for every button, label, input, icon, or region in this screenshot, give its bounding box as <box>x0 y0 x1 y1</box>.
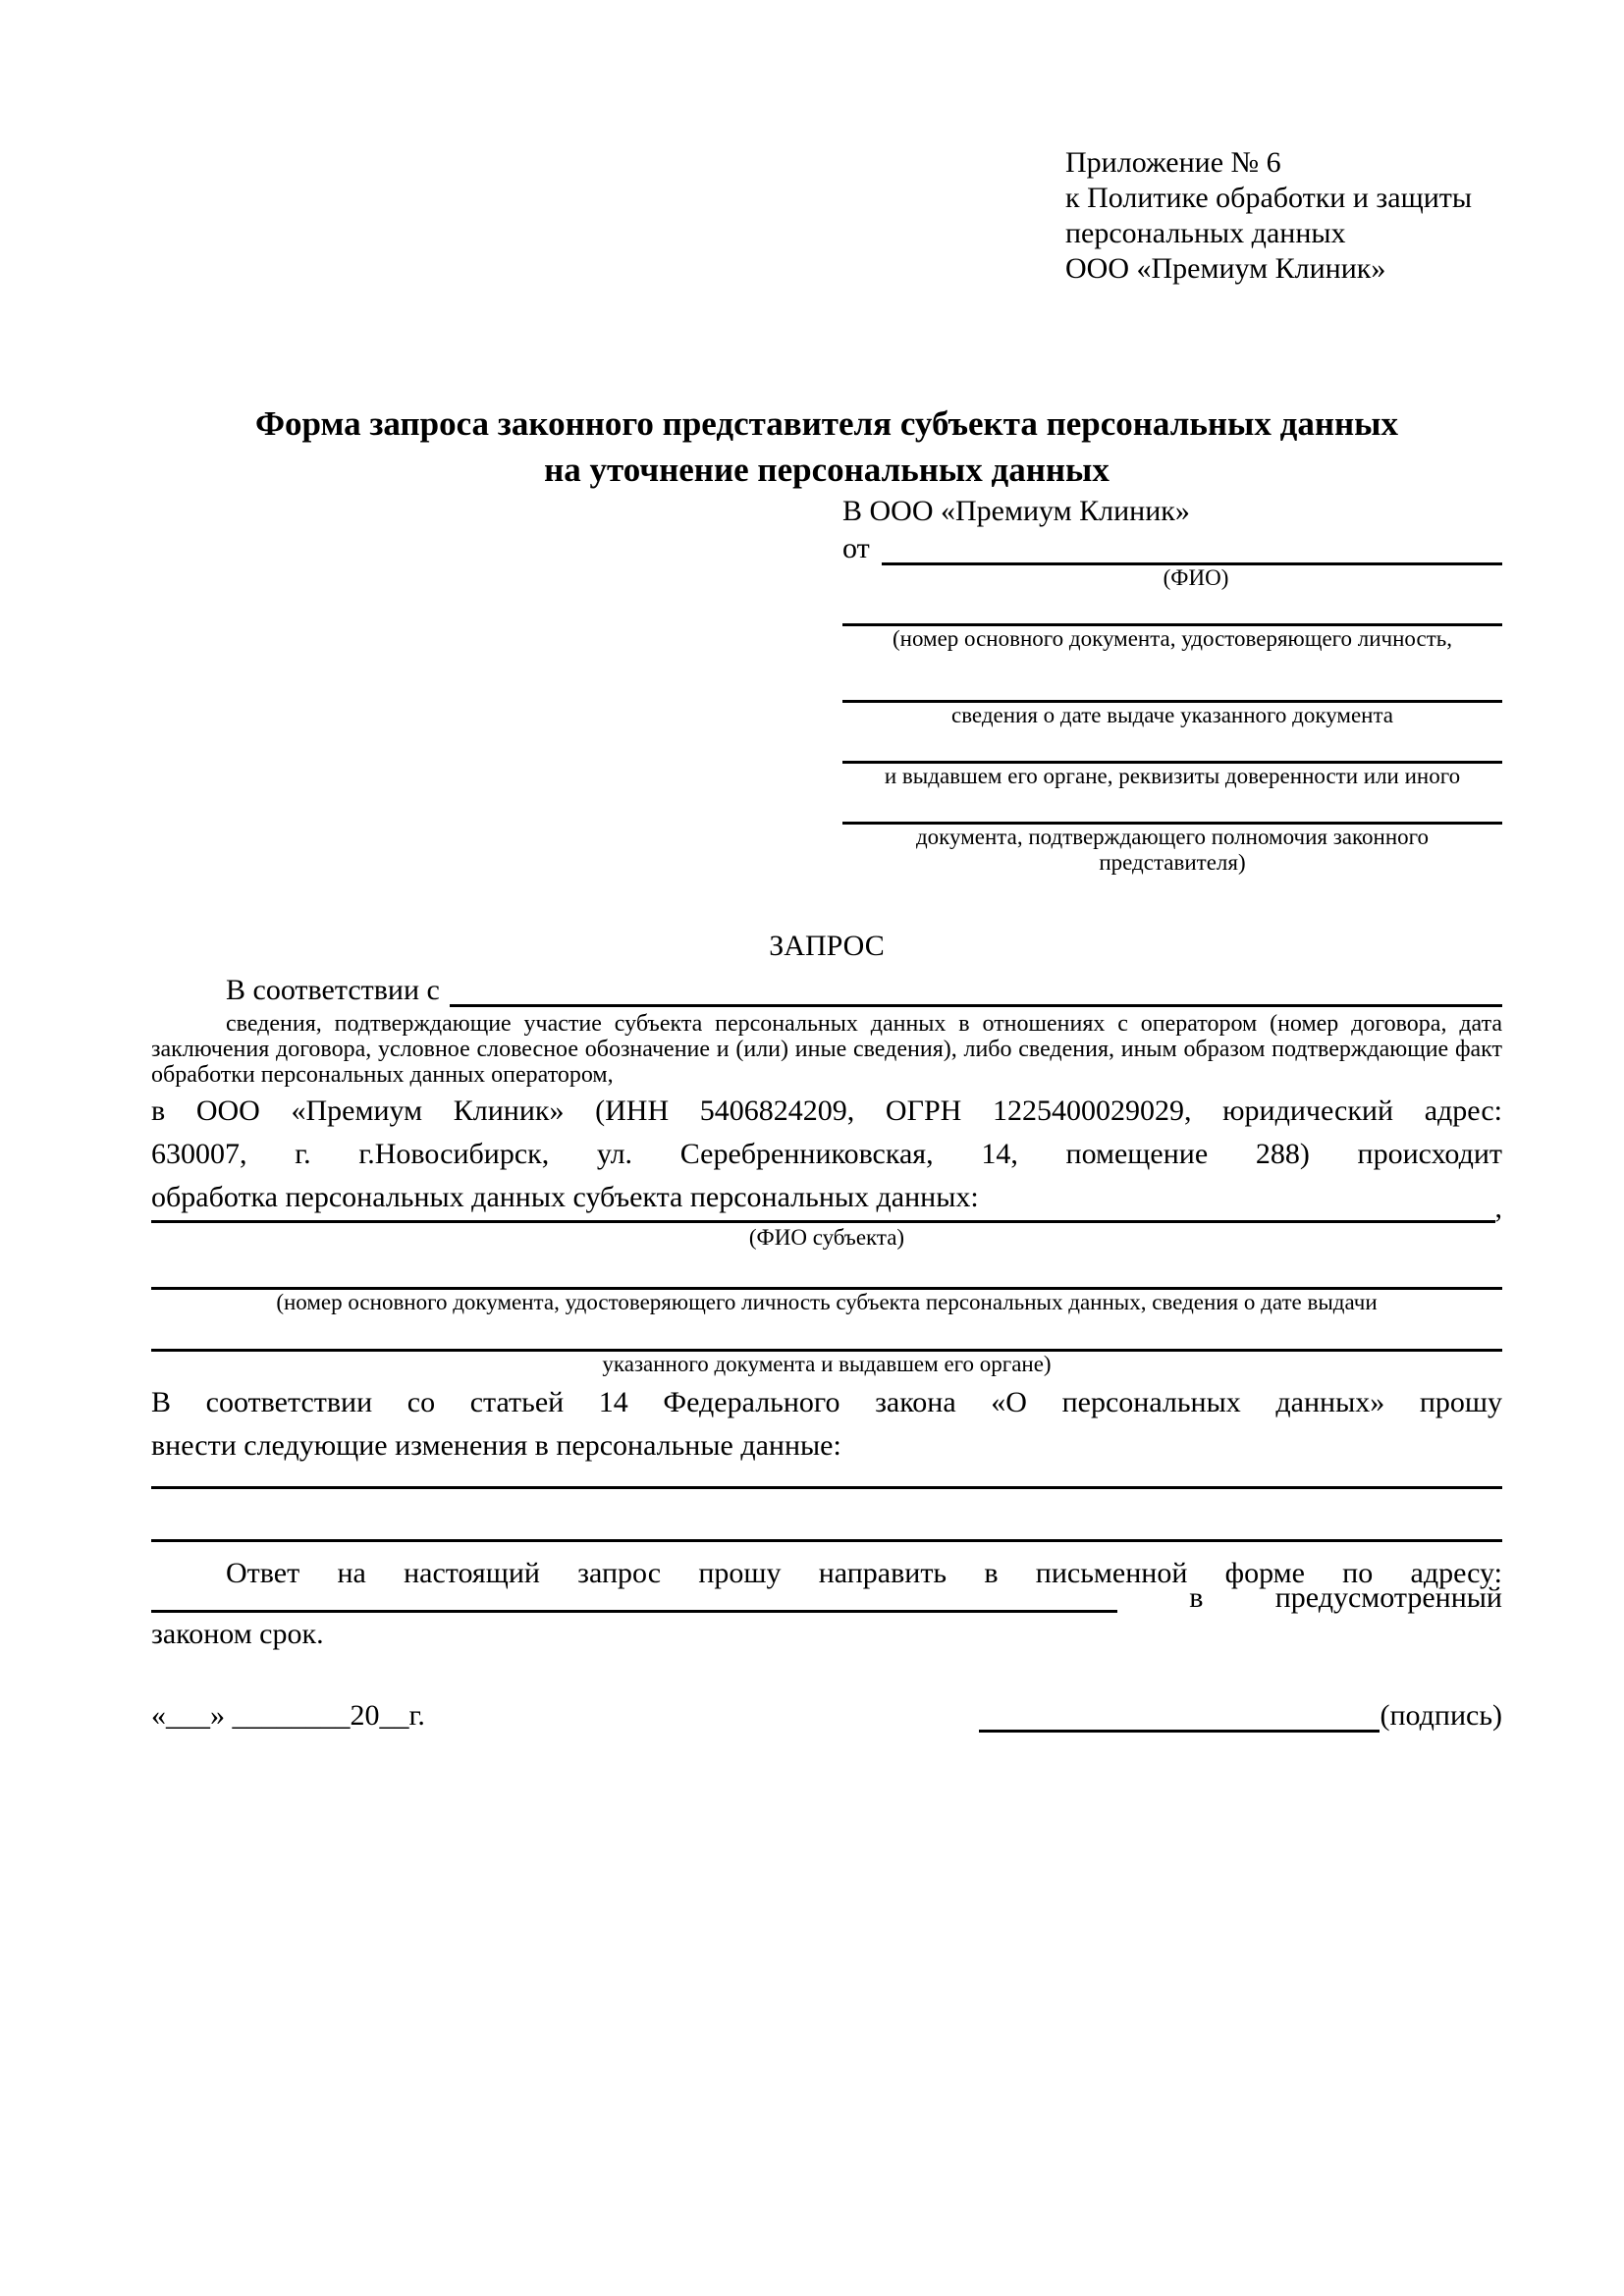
answer-word-stipulated: предусмотренный <box>1274 1581 1502 1614</box>
law-paragraph-line: В соответствии со статьей 14 Федерального закона «О персональных данных» прошу <box>151 1386 1502 1418</box>
basis-label: В соответствии с <box>226 974 440 1006</box>
request-heading: ЗАПРОС <box>769 930 885 962</box>
fio-blank-line <box>882 530 1502 565</box>
document-title-line: Форма запроса законного представителя субъекта персональных данных <box>255 404 1398 443</box>
signature-group <box>979 1699 1502 1733</box>
changes-blank-line-2 <box>151 1489 1502 1542</box>
operator-paragraph-line: обработка персональных данных субъекта персональных данных: <box>151 1181 979 1213</box>
basis-row <box>151 968 1502 1007</box>
appendix-header <box>1065 145 1502 287</box>
law-paragraph <box>151 1381 1502 1468</box>
basis-blank-line <box>450 968 1502 1007</box>
subject-fio-blank-line <box>151 1194 1495 1223</box>
subject-fio-comma: , <box>1494 1192 1502 1224</box>
subject-fio-row <box>151 1194 1502 1223</box>
signature-caption: (подпись) <box>1380 1699 1502 1732</box>
document-title-line: на уточнение персональных данных <box>544 451 1110 489</box>
id-doc-caption: (номер основного документа, удостоверяющего личность, <box>892 626 1452 651</box>
answer-word-in: в <box>1189 1581 1204 1614</box>
issuer-caption: и выдавшем его органе, реквизиты доверенности или иного <box>884 764 1461 788</box>
address-blank-line <box>151 1595 1117 1613</box>
answer-closing: законом срок. <box>151 1618 324 1650</box>
signature-blank-line <box>979 1699 1380 1733</box>
answer-address-row <box>151 1581 1502 1614</box>
changes-blank-line <box>151 1468 1502 1489</box>
appendix-line: персональных данных <box>1065 217 1346 249</box>
law-paragraph-line: внести следующие изменения в персональные данные: <box>151 1429 841 1462</box>
from-label: от <box>842 532 870 564</box>
footer-row <box>151 1699 1502 1733</box>
issuer-blank-line <box>842 730 1502 764</box>
subject-doc-caption: (номер основного документа, удостоверяющего личность субъекта персональных данных, сведения о дате выдачи <box>276 1290 1378 1314</box>
addressee-block <box>842 493 1502 876</box>
subject-doc-caption-2: указанного документа и выдавшем его органе) <box>602 1352 1052 1376</box>
basis-footnote-line: заключения договора, условное словесное обозначение и (или) иные сведения), либо сведения, иным образом подтверждающие факт <box>151 1037 1502 1062</box>
basis-footnote-line: сведения, подтверждающие участие субъекта персональных данных в отношениях с оператором (номер договора, дата <box>226 1011 1502 1037</box>
id-doc-blank-line <box>842 591 1502 626</box>
basis-footnote-line: обработки персональных данных оператором, <box>151 1062 614 1088</box>
fio-caption: (ФИО) <box>1163 565 1229 590</box>
from-row <box>842 530 1502 565</box>
appendix-line: к Политике обработки и защиты <box>1065 182 1473 214</box>
issue-date-blank-line <box>842 667 1502 703</box>
appendix-line: Приложение № 6 <box>1065 146 1281 179</box>
addressee-to: В ООО «Премиум Клиник» <box>842 495 1190 527</box>
subject-doc-blank-line-2 <box>151 1327 1502 1352</box>
basis-footnote <box>151 1011 1502 1088</box>
date-line: «___» ________20__г. <box>151 1699 425 1732</box>
subject-fio-caption: (ФИО субъекта) <box>748 1225 905 1250</box>
answer-paragraph-line: Ответ на настоящий запрос прошу направить в письменной форме по адресу: <box>226 1557 1502 1589</box>
operator-paragraph-line: в ООО «Премиум Клиник» (ИНН 5406824209, ОГРН 1225400029029, юридический адрес: <box>151 1095 1502 1127</box>
appendix-line: ООО «Премиум Клиник» <box>1065 252 1386 285</box>
document-title <box>151 400 1502 493</box>
authority-doc-caption: документа, подтверждающего полномочия законного представителя) <box>915 825 1429 875</box>
subject-doc-blank-line <box>151 1264 1502 1290</box>
issue-date-caption: сведения о дате выдаче указанного документа <box>950 703 1394 727</box>
authority-doc-blank-line <box>842 791 1502 825</box>
operator-paragraph-line: 630007, г. г.Новосибирск, ул. Серебренниковская, 14, помещение 288) происходит <box>151 1138 1502 1170</box>
